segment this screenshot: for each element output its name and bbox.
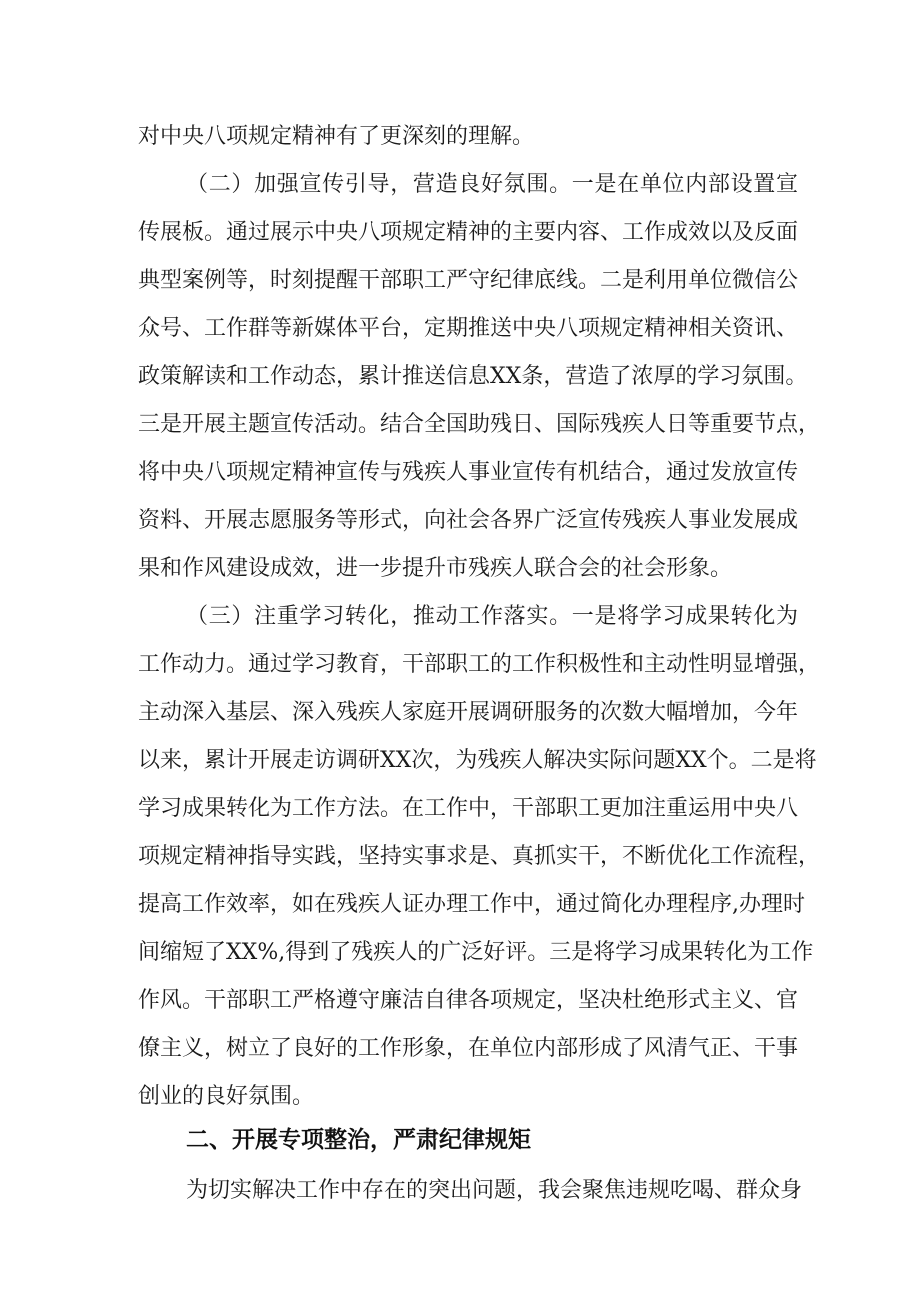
paragraph-line: 僚主义，树立了良好的工作形象，在单位内部形成了风清气正、干事 [138, 1036, 799, 1061]
paragraph-line: 为切实解决工作中存在的突出问题，我会聚焦违规吃喝、群众身 [186, 1178, 803, 1203]
paragraph-line: 主动深入基层、深入残疾人家庭开展调研服务的次数大幅增加，今年 [138, 700, 799, 725]
paragraph-line: 将中央八项规定精神宣传与残疾人事业宣传有机结合，通过发放宣传 [138, 460, 799, 485]
paragraph-line: 对中央八项规定精神有了更深刻的理解。 [138, 124, 535, 149]
paragraph-line: 学习成果转化为工作方法。在工作中，干部职工更加注重运用中央八 [138, 796, 799, 821]
paragraph-line: 政策解读和工作动态，累计推送信息XX条，营造了浓厚的学习氛围。 [138, 364, 808, 389]
paragraph-line: 以来，累计开展走访调研XX次，为残疾人解决实际问题XX个。二是将 [138, 748, 817, 773]
paragraph-line: 工作动力。通过学习教育，干部职工的工作积极性和主动性明显增强， [138, 652, 821, 677]
section-3-first-line: （三）注重学习转化，推动工作落实。一是将学习成果转化为 [186, 604, 798, 629]
paragraph-line: 项规定精神指导实践，坚持实事求是、真抓实干，不断优化工作流程， [138, 844, 821, 869]
paragraph-line: 作风。干部职工严格遵守廉洁自律各项规定，坚决杜绝形式主义、官 [138, 988, 799, 1013]
paragraph-line: 资料、开展志愿服务等形式，向社会各界广泛宣传残疾人事业发展成 [138, 508, 799, 533]
paragraph-line: 传展板。通过展示中央八项规定精神的主要内容、工作成效以及反面 [138, 220, 799, 245]
paragraph-line: 三是开展主题宣传活动。结合全国助残日、国际残疾人日等重要节点， [138, 412, 821, 437]
paragraph-line: 果和作风建设成效，进一步提升市残疾人联合会的社会形象。 [138, 556, 733, 581]
paragraph-line: 提高工作效率，如在残疾人证办理工作中，通过简化办理程序,办理时 [138, 892, 805, 917]
section-2-first-line: （二）加强宣传引导，营造良好氛围。一是在单位内部设置宣 [186, 172, 798, 197]
paragraph-line: 创业的良好氛围。 [138, 1084, 315, 1109]
paragraph-line: 间缩短了XX%,得到了残疾人的广泛好评。三是将学习成果转化为工作 [138, 940, 814, 965]
paragraph-line: 典型案例等，时刻提醒干部职工严守纪律底线。二是利用单位微信公 [138, 268, 799, 293]
paragraph-line: 众号、工作群等新媒体平台，定期推送中央八项规定精神相关资讯、 [138, 316, 799, 341]
section-heading: 二、开展专项整治，严肃纪律规矩 [186, 1127, 531, 1153]
